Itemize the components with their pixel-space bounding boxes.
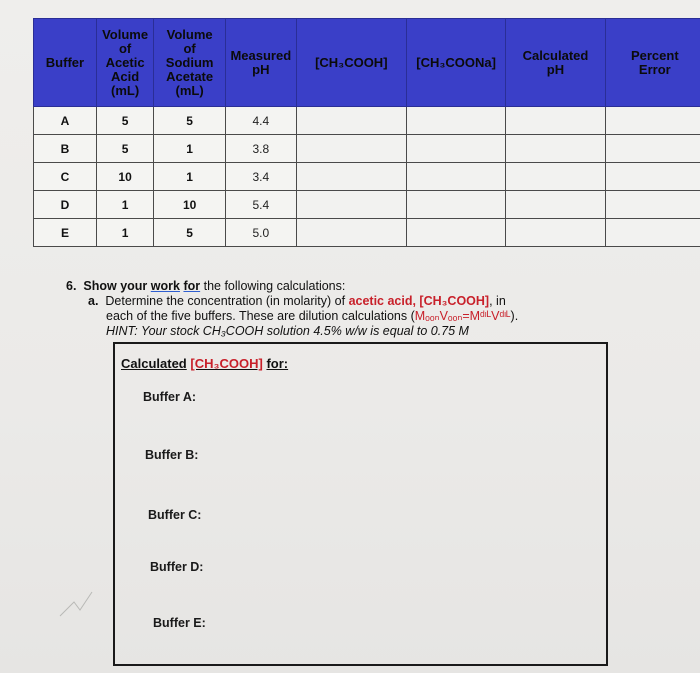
box-title-pre: Calculated xyxy=(121,356,187,371)
box-title-post: for: xyxy=(266,356,289,371)
pencil-stray-mark xyxy=(58,588,98,618)
header-line: of xyxy=(183,40,196,56)
header-percent-error xyxy=(605,19,700,107)
percent-error-entry[interactable] xyxy=(605,219,700,247)
header-line: pH xyxy=(546,61,565,77)
header-line: Buffer xyxy=(45,54,85,70)
acetic-acid-volume-cell: 1 xyxy=(96,219,153,247)
header-measured-ph xyxy=(226,19,297,107)
header-line: Calculated xyxy=(522,47,589,63)
answer-box-title xyxy=(121,356,288,371)
calculated-ph-entry[interactable] xyxy=(506,163,605,191)
question-work-word: work xyxy=(150,279,180,293)
buffer-b-label: Buffer B: xyxy=(145,448,199,462)
calculated-ph-entry[interactable] xyxy=(506,219,605,247)
acetic-acid-conc-entry[interactable] xyxy=(296,219,406,247)
percent-error-entry[interactable] xyxy=(605,107,700,135)
acetic-acid-conc-entry[interactable] xyxy=(296,163,406,191)
question-number: 6. xyxy=(66,279,77,293)
question-6 xyxy=(66,279,626,339)
sodium-acetate-volume-cell: 1 xyxy=(154,163,226,191)
header-line: Sodium xyxy=(165,54,214,70)
percent-error-entry[interactable] xyxy=(605,163,700,191)
table-row xyxy=(34,163,700,191)
table-header-row xyxy=(34,19,700,107)
header-line: pH xyxy=(252,61,270,77)
header-line: of xyxy=(118,40,132,56)
percent-error-entry[interactable] xyxy=(605,135,700,163)
header-line: Acetic xyxy=(105,54,145,70)
measured-ph-cell: 3.4 xyxy=(226,163,297,191)
sodium-acetate-volume-cell: 1 xyxy=(154,135,226,163)
header-line: Error xyxy=(638,61,671,77)
buffer-c-label: Buffer C: xyxy=(148,508,202,522)
calculated-ph-entry[interactable] xyxy=(506,191,605,219)
acetic-acid-volume-cell: 5 xyxy=(96,135,153,163)
header-line: Acid xyxy=(110,68,140,84)
acetic-acid-conc-entry[interactable] xyxy=(296,135,406,163)
header-line: Percent xyxy=(630,47,679,63)
measured-ph-cell: 4.4 xyxy=(226,107,297,135)
buffer-label-cell: B xyxy=(34,135,97,163)
question-hint: HINT: Your stock CH₃COOH solution 4.5% w/w is equal to 0.75 M xyxy=(106,324,469,338)
buffer-e-label: Buffer E: xyxy=(153,616,206,630)
sodium-acetate-conc-entry[interactable] xyxy=(406,191,505,219)
buffer-a-label: Buffer A: xyxy=(143,390,197,404)
sodium-acetate-conc-entry[interactable] xyxy=(406,135,505,163)
table-row xyxy=(34,107,700,135)
sodium-acetate-conc-entry[interactable] xyxy=(406,163,505,191)
header-line: (mL) xyxy=(175,82,204,98)
sodium-acetate-volume-cell: 5 xyxy=(154,219,226,247)
percent-error-entry[interactable] xyxy=(605,191,700,219)
question-lead-pre: Show your xyxy=(83,279,148,293)
header-acetic-acid-volume xyxy=(96,19,153,107)
header-line: Acetate xyxy=(166,68,214,84)
part-a-pre: Determine the concentration (in molarity) of xyxy=(105,294,346,308)
buffer-data-table xyxy=(33,18,700,247)
measured-ph-cell: 5.4 xyxy=(226,191,297,219)
header-line: Volume xyxy=(102,26,149,42)
part-a-post: , in xyxy=(489,294,506,308)
sodium-acetate-conc-entry[interactable] xyxy=(406,107,505,135)
question-part-a-line2 xyxy=(66,309,626,324)
header-calculated-ph xyxy=(506,19,605,107)
acetic-acid-volume-cell: 10 xyxy=(96,163,153,191)
acetic-acid-conc-entry[interactable] xyxy=(296,107,406,135)
header-line: [CH₃COONa] xyxy=(416,54,496,70)
part-letter: a. xyxy=(88,294,99,308)
buffer-label-cell: C xyxy=(34,163,97,191)
question-part-a xyxy=(66,294,626,309)
buffer-d-label: Buffer D: xyxy=(150,560,204,574)
header-line: Measured xyxy=(230,47,292,63)
line2-pre: each of the five buffers. These are dilution calculations ( xyxy=(106,309,415,323)
answer-box[interactable] xyxy=(113,342,608,666)
question-lead xyxy=(66,279,626,294)
header-sodium-acetate-conc xyxy=(406,19,505,107)
buffer-label-cell: D xyxy=(34,191,97,219)
question-for-word: for xyxy=(183,279,201,293)
header-line: Volume xyxy=(166,26,213,42)
table-row xyxy=(34,219,700,247)
measured-ph-cell: 3.8 xyxy=(226,135,297,163)
acetic-acid-volume-cell: 1 xyxy=(96,191,153,219)
sodium-acetate-volume-cell: 5 xyxy=(154,107,226,135)
buffer-label-cell: A xyxy=(34,107,97,135)
acetic-acid-conc-entry[interactable] xyxy=(296,191,406,219)
box-title-red: [CH₃COOH] xyxy=(190,356,263,371)
question-lead-post: the following calculations: xyxy=(203,279,346,293)
measured-ph-cell: 5.0 xyxy=(226,219,297,247)
header-line: (mL) xyxy=(110,82,140,98)
table-row xyxy=(34,135,700,163)
header-line: [CH₃COOH] xyxy=(315,54,388,70)
buffer-label-cell: E xyxy=(34,219,97,247)
sodium-acetate-volume-cell: 10 xyxy=(154,191,226,219)
sodium-acetate-conc-entry[interactable] xyxy=(406,219,505,247)
calculated-ph-entry[interactable] xyxy=(506,135,605,163)
table-row xyxy=(34,191,700,219)
header-buffer xyxy=(34,19,97,107)
line2-post: ). xyxy=(510,309,519,323)
header-sodium-acetate-volume xyxy=(154,19,226,107)
part-a-red: acetic acid, [CH₃COOH] xyxy=(348,294,490,308)
acetic-acid-volume-cell: 5 xyxy=(96,107,153,135)
header-acetic-acid-conc xyxy=(296,19,406,107)
calculated-ph-entry[interactable] xyxy=(506,107,605,135)
dilution-formula: MₒₒₙVₒₒₙ=MᵈᶦᴸVᵈᶦᴸ xyxy=(414,309,511,323)
